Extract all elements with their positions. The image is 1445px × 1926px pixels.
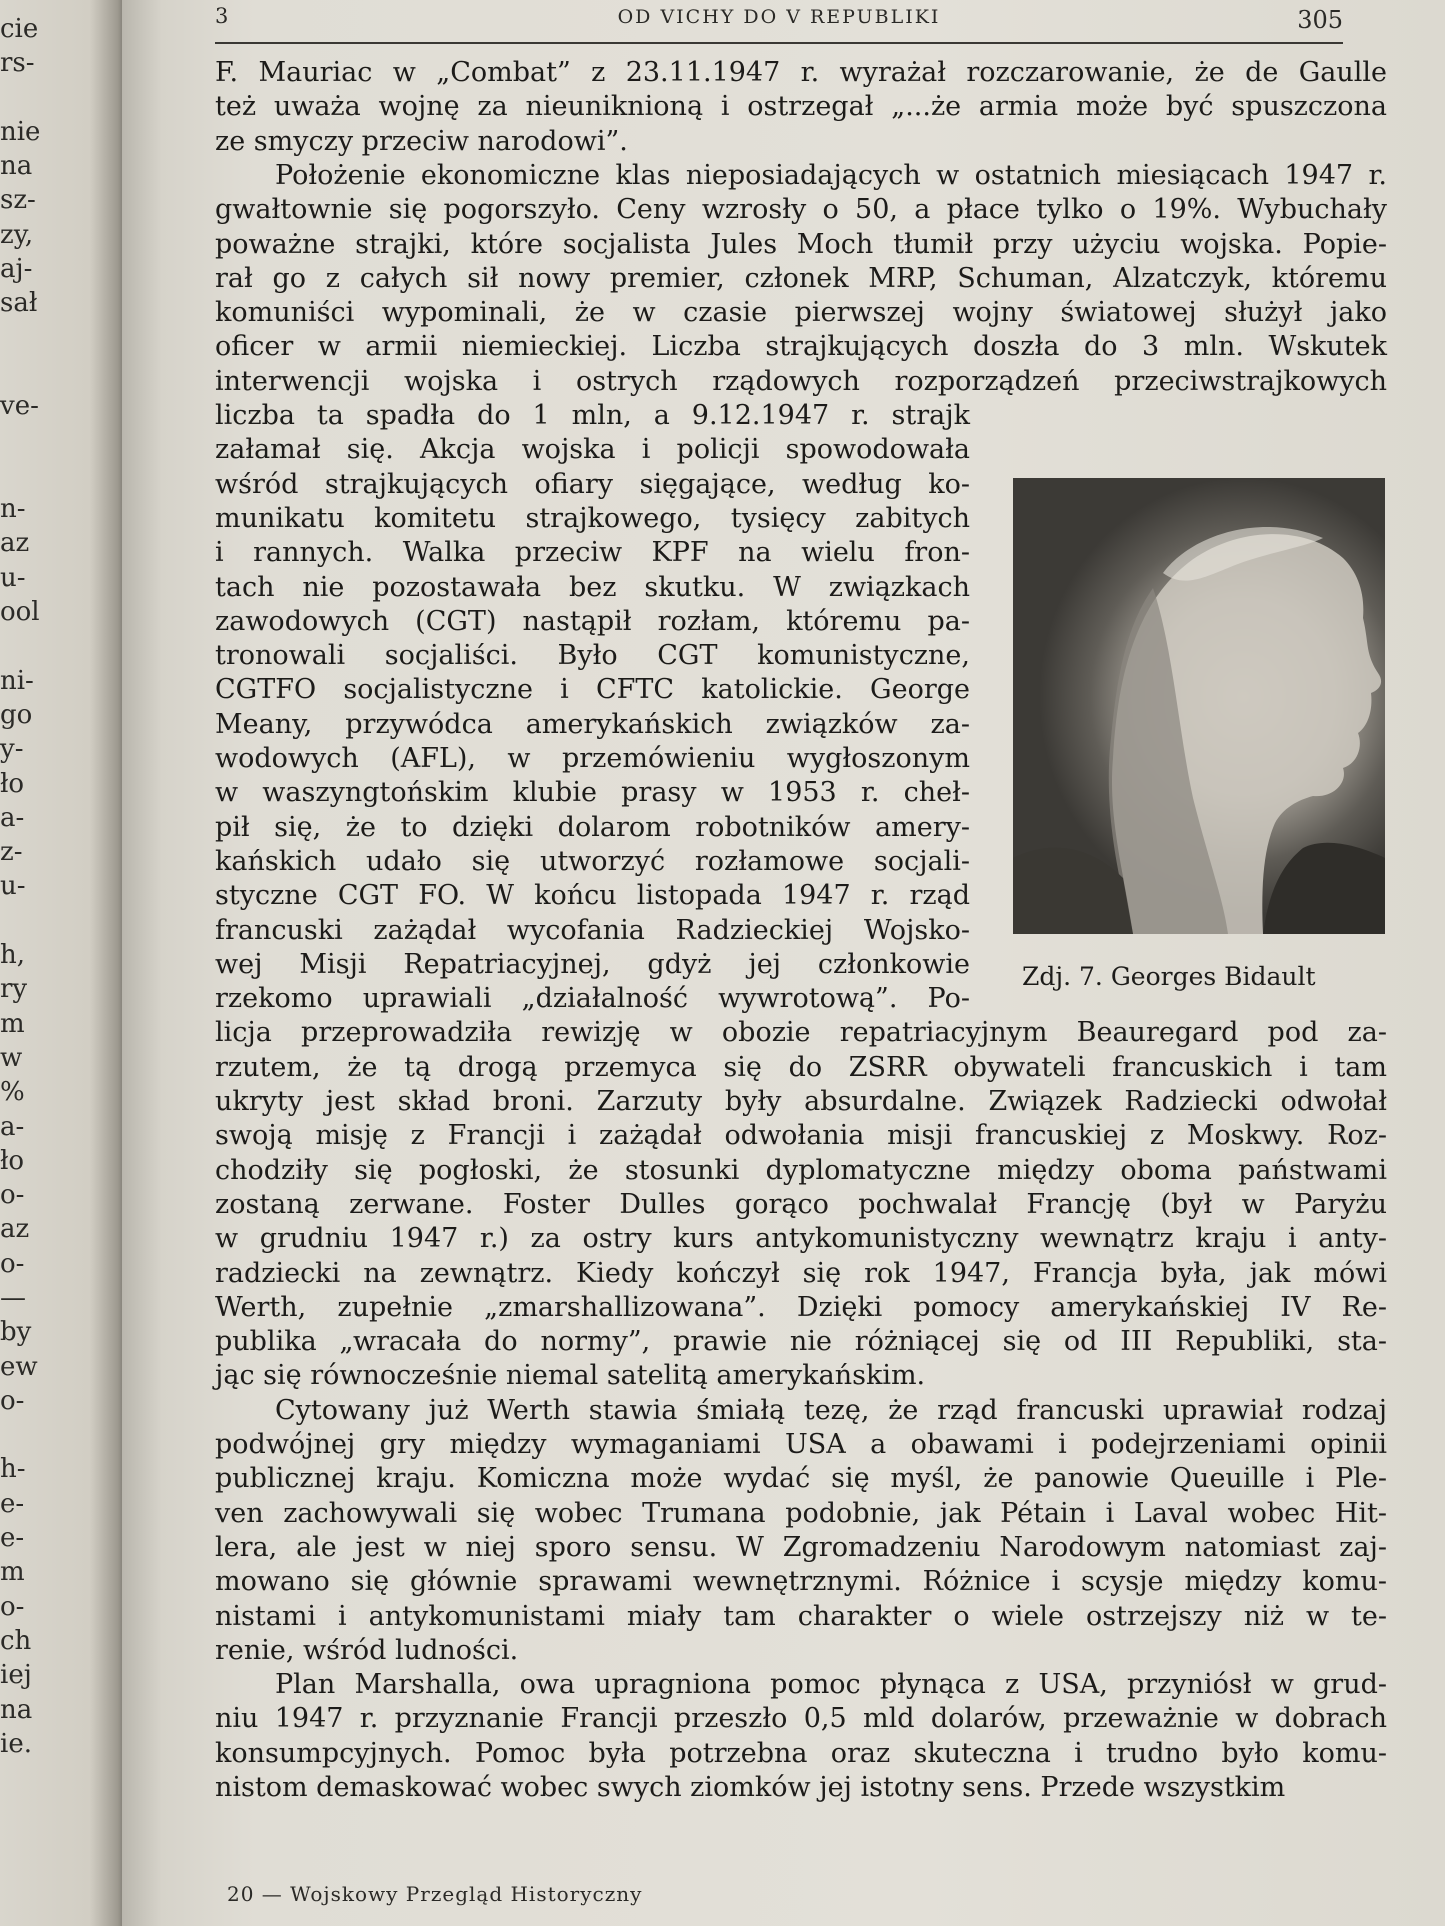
text-line: wśród strajkujących ofiary sięgające, według ko-	[215, 468, 970, 500]
left-page-fragment: n-	[0, 494, 26, 525]
left-page-fragment	[0, 904, 60, 938]
previous-page-edge	[0, 0, 128, 1926]
text-line: munikatu komitetu strajkowego, tysięcy zabitych	[215, 502, 970, 534]
text-line: publicznej kraju. Komiczna może wydać się myśl, że panowie Queuille i Ple-	[215, 1463, 1387, 1495]
left-page-fragment: aj-	[0, 254, 33, 285]
text-line: konsumpcyjnych. Pomoc była potrzebna oraz skuteczna i trudno było komu-	[215, 1737, 1387, 1769]
left-page-fragment: go	[0, 699, 33, 730]
left-page-fragment: iej	[0, 1660, 32, 1691]
text-line: w waszyngtońskim klubie prasy w 1953 r. cheł-	[215, 777, 970, 809]
left-page-fragment: ew	[0, 1351, 38, 1382]
left-page-fragment: by	[0, 1317, 32, 1348]
text-line: interwencji wojska i ostrych rządowych rozporządzeń przeciwstrajkowych	[215, 365, 1387, 397]
text-line: francuski zażądał wycofania Radzieckiej Wojsko-	[215, 914, 970, 946]
left-page-fragment	[0, 629, 60, 663]
portrait-silhouette	[1013, 478, 1385, 934]
text-line: chodziły się pogłoski, że stosunki dyplomatyczne między oboma państwami	[215, 1154, 1387, 1186]
left-page-fragment: h-	[0, 1454, 26, 1485]
left-page-fragment: ło	[0, 1145, 25, 1176]
text-line: renie, wśród ludności.	[215, 1634, 519, 1666]
left-page-fragment: nie	[0, 116, 41, 147]
text-line: w grudniu 1947 r.) za ostry kurs antykomunistyczny wewnątrz kraju i anty-	[215, 1223, 1387, 1255]
text-line: niu 1947 r. przyznanie Francji przeszło 0,5 mld dolarów, przeważnie w dobrach	[215, 1703, 1387, 1735]
text-line: licja przeprowadziła rewizję w obozie repatriacyjnym Beauregard pod za-	[215, 1017, 1387, 1049]
left-page-fragment: z-	[0, 837, 23, 868]
left-page-fragment	[0, 1418, 60, 1452]
left-page-fragment: e-	[0, 1488, 25, 1519]
text-line: ukryty jest skład broni. Zarzuty były absurdalne. Związek Radziecki odwołał	[215, 1086, 1387, 1117]
page-number: 305	[1297, 6, 1343, 34]
text-line: i rannych. Walka przeciw KPF na wielu fron-	[215, 537, 970, 569]
left-page-fragment: na	[0, 151, 33, 182]
text-line: załamał się. Akcja wojska i policji spowodowała	[215, 434, 970, 466]
left-page-fragment	[0, 81, 60, 115]
left-page-fragment: o-	[0, 1385, 25, 1416]
running-head-title: OD VICHY DO V REPUBLIKI	[617, 6, 941, 28]
left-page-fragment: zy,	[0, 219, 34, 250]
text-line: nistom demaskować wobec swych ziomków jej istotny sens. Przede wszystkim	[215, 1772, 1286, 1803]
left-page-fragment: ool	[0, 597, 40, 628]
text-line: swoją misję z Francji i zażądał odwołania misji francuskiej z Moskwy. Roz-	[215, 1120, 1387, 1152]
left-page-fragment: ie.	[0, 1728, 32, 1759]
text-line: komuniści wypominali, że w czasie pierwszej wojny światowej służył jako	[215, 297, 1387, 329]
text-line: poważne strajki, które socjalista Jules Moch tłumił przy użyciu wojska. Popie-	[215, 228, 1387, 260]
left-page-fragment: a-	[0, 802, 25, 833]
left-page-fragment: %	[0, 1077, 25, 1108]
text-line: podwójnej gry między wymaganiami USA a obawami i podejrzeniami opinii	[215, 1429, 1387, 1460]
left-page-fragment: ło	[0, 768, 25, 799]
text-line: zostaną zerwane. Foster Dulles gorąco pochwalał Francję (był w Paryżu	[215, 1188, 1387, 1220]
portrait-photo-icon	[1013, 478, 1385, 934]
left-page-fragment: ch	[0, 1625, 32, 1656]
text-line: Werth, zupełnie „zmarshallizowana”. Dzięki pomocy amerykańskiej IV Re-	[215, 1291, 1387, 1323]
text-line: rał go z całych sił nowy premier, członek MRP, Schuman, Alzatczyk, któremu	[215, 262, 1387, 294]
text-line: CGTFO socjalistyczne i CFTC katolickie. George	[215, 674, 970, 706]
left-page-fragment	[0, 424, 60, 458]
running-head-left-number: 3	[215, 4, 229, 28]
left-page-fragment: sał	[0, 288, 38, 319]
text-line: tach nie pozostawała bez skutku. W związkach	[215, 571, 970, 603]
left-page-fragment: az	[0, 528, 30, 559]
text-line: wodowych (AFL), w przemówieniu wygłoszonym	[215, 743, 970, 774]
text-line: kańskich udało się utworzyć rozłamowe socjali-	[215, 845, 970, 877]
left-page-fragment	[0, 321, 60, 355]
left-page-fragment: u-	[0, 871, 26, 902]
left-page-fragment: az	[0, 1214, 30, 1245]
left-page-fragment: y-	[0, 734, 24, 765]
left-page-fragment: ni-	[0, 665, 34, 696]
left-page-fragment: o-	[0, 1180, 25, 1211]
text-line: Meany, przywódca amerykańskich związków za-	[215, 708, 970, 740]
text-line: zawodowych (CGT) nastąpił rozłam, któremu pa-	[215, 605, 970, 637]
left-page-fragment	[0, 355, 60, 389]
left-page-fragment: ve-	[0, 391, 39, 422]
text-line: lera, ale jest w niej sporo sensu. W Zgromadzeniu Narodowym natomiast zaj-	[215, 1531, 1387, 1563]
text-line: ven zachowywali się wobec Trumana podobnie, jak Pétain i Laval wobec Hit-	[215, 1497, 1387, 1529]
text-line: oficer w armii niemieckiej. Liczba strajkujących doszła do 3 mln. Wskutek	[215, 331, 1387, 363]
text-line: radziecki na zewnątrz. Kiedy kończył się rok 1947, Francja była, jak mówi	[215, 1257, 1387, 1289]
previous-page-fragments	[0, 12, 60, 1761]
photo-caption: Zdj. 7. Georges Bidault	[1022, 962, 1316, 991]
running-head	[215, 4, 1343, 44]
text-line: rzutem, że tą drogą przemyca się do ZSRR obywateli francuskich i tam	[215, 1051, 1387, 1083]
left-page-fragment: m	[0, 1557, 25, 1588]
text-line: Położenie ekonomiczne klas nieposiadających w ostatnich miesiącach 1947 r.	[275, 159, 1387, 191]
text-line: mowano się głównie sprawami wewnętrznymi. Różnice i scysje między komu-	[215, 1566, 1387, 1598]
text-line: rzekomo uprawiali „działalność wywrotową”. Po-	[215, 983, 970, 1015]
left-page-fragment: m	[0, 1008, 25, 1039]
text-line: Cytowany już Werth stawia śmiałą tezę, że rząd francuski uprawiał rodzaj	[275, 1394, 1387, 1426]
text-line: nistami i antykomunistami miały tam charakter o wiele ostrzejszy niż w te-	[215, 1600, 1387, 1632]
book-page	[122, 0, 1445, 1926]
text-line: wej Misji Repatriacyjnej, gdyż jej członkowie	[215, 948, 970, 980]
text-line: jąc się równocześnie niemal satelitą amerykańskim.	[215, 1360, 926, 1392]
text-line: Plan Marshalla, owa upragniona pomoc płynąca z USA, przyniósł w grud-	[275, 1669, 1387, 1701]
left-page-fragment: cie	[0, 14, 39, 44]
text-line: ze smyczy przeciw narodowi”.	[215, 125, 628, 157]
text-line: publika „wracała do normy”, prawie nie różniącej się od III Republiki, sta-	[215, 1326, 1387, 1358]
left-page-fragment: na	[0, 1694, 33, 1725]
left-page-fragment: u-	[0, 562, 26, 593]
left-page-fragment: —	[0, 1282, 26, 1313]
left-page-fragment: rs-	[0, 48, 35, 79]
text-line: pił się, że to dzięki dolarom robotników amery-	[215, 811, 970, 843]
text-line: styczne CGT FO. W końcu listopada 1947 r. rząd	[215, 880, 970, 912]
left-page-fragment: a-	[0, 1111, 25, 1142]
left-page-fragment	[0, 458, 60, 492]
left-page-fragment: sz-	[0, 185, 36, 216]
text-line: F. Mauriac w „Combat” z 23.11.1947 r. wyrażał rozczarowanie, że de Gaulle	[215, 57, 1387, 88]
left-page-fragment: w	[0, 1042, 23, 1073]
text-line: też uważa wojnę za nieuniknioną i ostrzegał „...że armia może być spuszczona	[215, 91, 1387, 123]
left-page-fragment: o-	[0, 1248, 25, 1279]
text-line: liczba ta spadła do 1 mln, a 9.12.1947 r. strajk	[215, 400, 970, 431]
left-page-fragment: h,	[0, 940, 26, 971]
left-page-fragment: o-	[0, 1591, 25, 1622]
page-footer: 20 — Wojskowy Przegląd Historyczny	[227, 1882, 643, 1906]
text-line: tronowali socjaliści. Było CGT komunistyczne,	[215, 640, 970, 672]
text-line: gwałtownie się pogorszyło. Ceny wzrosły o 50, a płace tylko o 19%. Wybuchały	[215, 194, 1387, 226]
left-page-fragment: ry	[0, 974, 28, 1005]
left-page-fragment: e-	[0, 1523, 25, 1554]
